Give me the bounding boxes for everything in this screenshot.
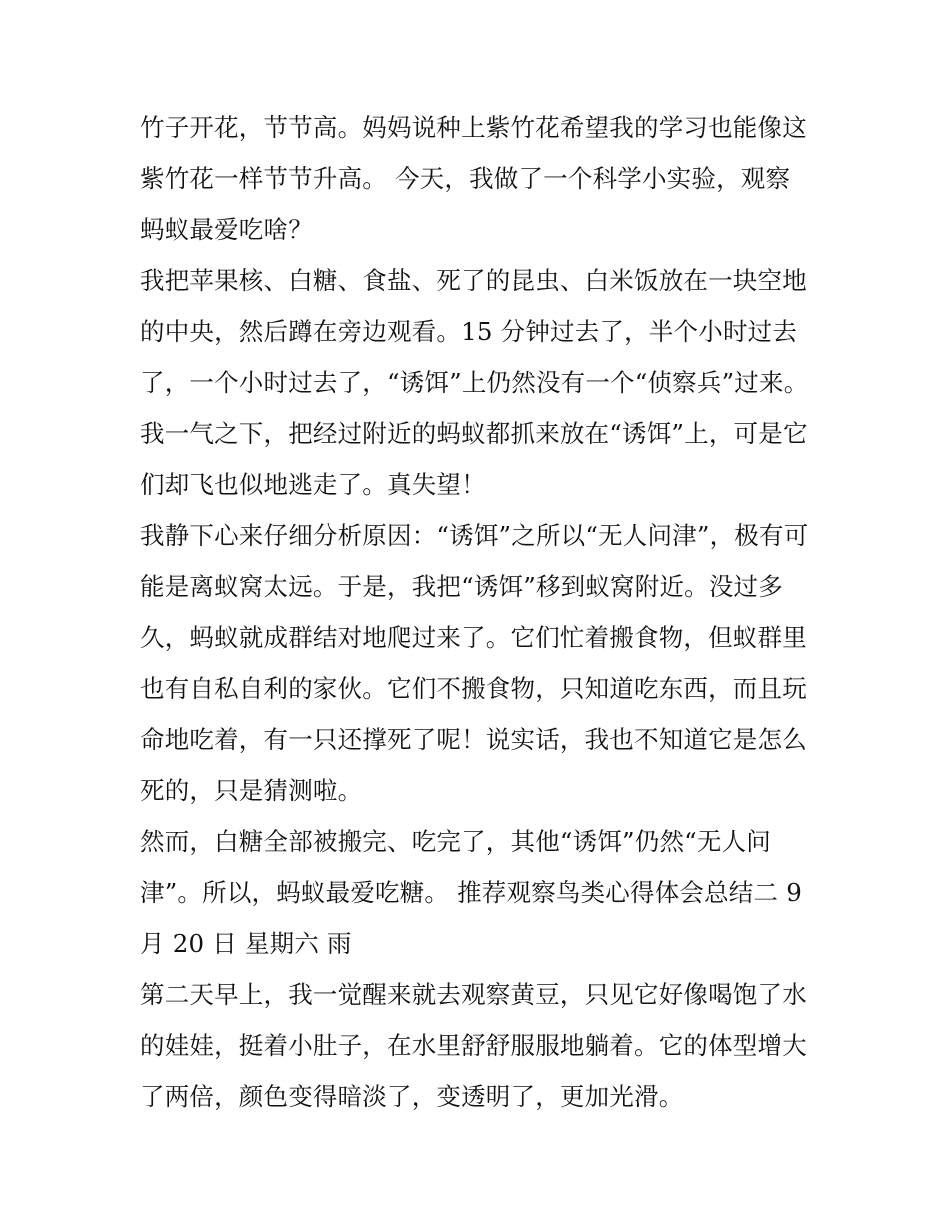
text-line: 竹子开花，节节高。妈妈说种上紫竹花希望我的学习也能像这 <box>140 113 807 142</box>
text-line: 死的，只是猜测啦。 <box>140 776 363 805</box>
text-line: 也有自私自利的家伙。它们不搬食物，只知道吃东西，而且玩 <box>140 674 807 703</box>
text-line: 紫竹花一样节节升高。 今天，我做了一个科学小实验，观察 <box>140 164 791 193</box>
text-line: 津”。所以，蚂蚁最爱吃糖。 推荐观察鸟类心得体会总结二 9 <box>140 878 802 907</box>
text-line: 的娃娃，挺着小肚子，在水里舒舒服服地躺着。它的体型增大 <box>140 1031 807 1060</box>
text-line: 命地吃着，有一只还撑死了呢！说实话，我也不知道它是怎么 <box>140 725 807 754</box>
text-line: 了两倍，颜色变得暗淡了，变透明了，更加光滑。 <box>140 1082 684 1111</box>
text-line: 们却飞也似地逃走了。真失望！ <box>140 470 486 499</box>
text-line: 久，蚂蚁就成群结对地爬过来了。它们忙着搬食物，但蚁群里 <box>140 623 807 652</box>
text-line: 我静下心来仔细分析原因：“诱饵”之所以“无人问津”，极有可 <box>140 521 809 550</box>
text-line: 的中央，然后蹲在旁边观看。15 分钟过去了，半个小时过去 <box>140 317 798 346</box>
text-line: 第二天早上，我一觉醒来就去观察黄豆，只见它好像喝饱了水 <box>140 980 807 1009</box>
text-line: 蚂蚁最爱吃啥？ <box>140 215 313 244</box>
text-line: 能是离蚁窝太远。于是，我把“诱饵”移到蚁窝附近。没过多 <box>140 572 783 601</box>
text-line: 我把苹果核、白糖、食盐、死了的昆虫、白米饭放在一块空地 <box>140 266 807 295</box>
document-body <box>140 102 820 1122</box>
text-line: 了，一个小时过去了，“诱饵”上仍然没有一个“侦察兵”过来。 <box>140 368 809 397</box>
text-line: 我一气之下，把经过附近的蚂蚁都抓来放在“诱饵”上，可是它 <box>140 419 808 448</box>
text-line: 月 20 日 星期六 雨 <box>140 929 352 958</box>
text-line: 然而，白糖全部被搬完、吃完了，其他“诱饵”仍然“无人问 <box>140 827 771 856</box>
